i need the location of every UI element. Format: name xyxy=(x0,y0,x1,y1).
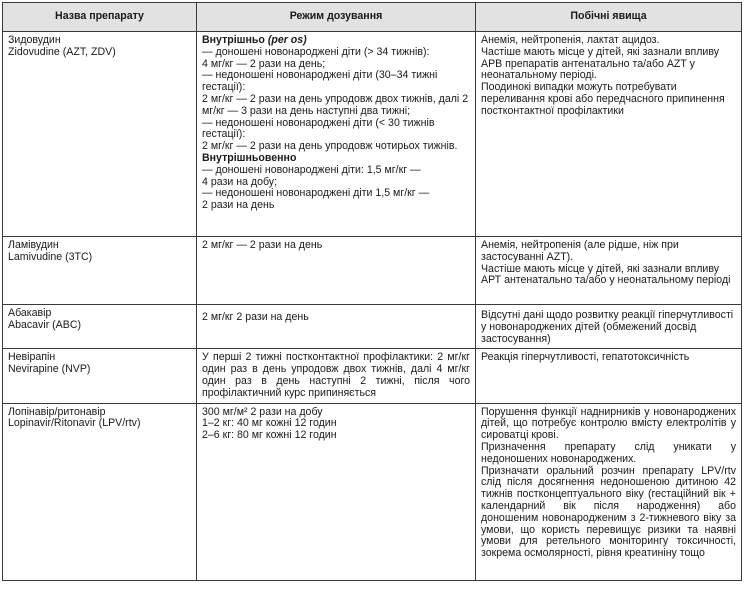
header-row xyxy=(3,3,742,32)
dosing-cell xyxy=(197,32,476,237)
side-effect-text: Анемія, нейтропенія, лактат ацидоз. xyxy=(481,34,660,46)
side-effects-cell xyxy=(476,237,742,305)
dosing-line: 300 мг/м² 2 рази на добу xyxy=(202,405,323,418)
drug-name-cell xyxy=(3,32,197,237)
side-effect-text: Частіше мають місце у дітей, які зазнали впливу АРВ препаратів антенатально та/або AZT у неонатальному періоді. xyxy=(481,45,720,82)
side-effect-text: Анемія, нейтропенія (але рідше, ніж при застосуванні AZT). xyxy=(481,239,679,263)
side-effect-text: Відсутні дані щодо розвитку реакції гіперчутливості у новонароджених дітей (обмежений досвід застосування) xyxy=(481,309,734,345)
side-effects-cell xyxy=(476,32,742,237)
dosing-line: — недоношені новонароджені діти 1,5 мг/кг — xyxy=(202,187,430,200)
dosing-line: 4 мг/кг — 2 рази на день; xyxy=(202,57,326,70)
table-row xyxy=(3,349,742,403)
drug-dosing-table xyxy=(2,2,742,581)
drug-name-cell xyxy=(3,349,197,403)
side-effects-cell xyxy=(476,305,742,349)
dosing-cell xyxy=(197,403,476,580)
dosing-cell xyxy=(197,349,476,403)
drug-name-cell xyxy=(3,305,197,349)
dosing-cell xyxy=(197,305,476,349)
side-effects-cell xyxy=(476,403,742,580)
dosing-line: 2 рази на день xyxy=(202,199,275,212)
side-effect-text: Реакція гіперчутливості, гепатотоксичність xyxy=(481,351,690,364)
side-effect-text: Призначати оральний розчин препарату LPV/rtv слід після досягнення недоношеною дитиною 42 тижнів постконцептуального віку (гестаційний вік + календарний вік після народження) або доношеним новонародженим з 2-тижневого віку за умови, що користь перевищує ризики та наявні умови для ретельного моніторингу токсичності, зокрема осмолярності, рівня креатиніну тощо xyxy=(481,464,736,560)
drug-name-en: Lamivudine (3TC) xyxy=(8,250,93,263)
side-effects-cell xyxy=(476,349,742,403)
drug-name-en: Nevirapine (NVP) xyxy=(8,363,91,376)
dosing-line: — недоношені новонароджені діти (< 30 тижнів гестації): xyxy=(202,116,435,141)
table-row xyxy=(3,403,742,580)
side-effect-text: Призначення препарату слід уникати у недоношених новонароджених. xyxy=(481,440,736,465)
dosing-line: 2 мг/кг — 2 рази на день упродовж чотирьох тижнів. xyxy=(202,140,458,153)
drug-name-ua: Зидовудин xyxy=(8,34,61,46)
drug-name-ua: Лопінавір/ритонавір xyxy=(8,405,106,418)
drug-name-ua: Абакавір xyxy=(8,307,52,319)
drug-name-ua: Невірапін xyxy=(8,351,56,364)
dosing-cell xyxy=(197,237,476,305)
dosing-line: — доношені новонароджені діти (> 34 тижнів): xyxy=(202,45,430,58)
header-dosing: Режим дозування xyxy=(197,3,476,32)
side-effect-text: Порушення функції наднирників у новонароджених дітей, що потребує контролю вмісту електролітів у сироватці крові. xyxy=(481,405,736,442)
drug-name-en: Abacavir (ABC) xyxy=(8,318,81,331)
table-row xyxy=(3,305,742,349)
header-drug-name: Назва препарату xyxy=(3,3,197,32)
dosing-line: 2–6 кг: 80 мг кожні 12 годин xyxy=(202,429,337,442)
dosing-line: — доношені новонароджені діти: 1,5 мг/кг — xyxy=(202,163,421,176)
drug-name-en: Lopinavir/Ritonavir (LPV/rtv) xyxy=(8,417,141,430)
dosing-line: 2 мг/кг 2 рази на день xyxy=(202,311,309,323)
drug-name-cell xyxy=(3,403,197,580)
dosing-line: 2 мг/кг — 2 рази на день xyxy=(202,239,323,251)
route-oral-heading: Внутрішньо (per os) xyxy=(202,34,307,46)
drug-name-ua: Ламівудин xyxy=(8,239,59,251)
dosing-line: — недоношені новонароджені діти (30–34 тижні гестації): xyxy=(202,69,438,94)
route-iv-heading: Внутрішньовенно xyxy=(202,151,297,164)
dosing-line: У перші 2 тижні постконтактної профілактики: 2 мг/кг один раз в день упродовж двох тижнів, далі 4 мг/кг один раз в день наступні 2 тижні, після чого профілактичний курс припиняється xyxy=(202,351,470,399)
header-side-effects: Побічні явища xyxy=(476,3,742,32)
table-row xyxy=(3,237,742,305)
dosing-line: 2 мг/кг — 2 рази на день упродовж двох тижнів, далі 2 мг/кг — 3 рази на день наступні два тижні; xyxy=(202,92,469,117)
drug-name-en: Zidovudine (AZT, ZDV) xyxy=(8,45,116,58)
dosing-line: 1–2 кг: 40 мг кожні 12 годин xyxy=(202,417,337,430)
side-effect-text: Поодинокі випадки можуть потребувати переливання крові або передчасного припинення постконтактної профілактики xyxy=(481,81,725,117)
side-effect-text: Частіше мають місце у дітей, які зазнали впливу АРТ антенатально та/або у неонатальному періоді xyxy=(481,262,731,287)
drug-name-cell xyxy=(3,237,197,305)
table-row xyxy=(3,32,742,237)
dosing-line: 4 рази на добу; xyxy=(202,175,278,188)
